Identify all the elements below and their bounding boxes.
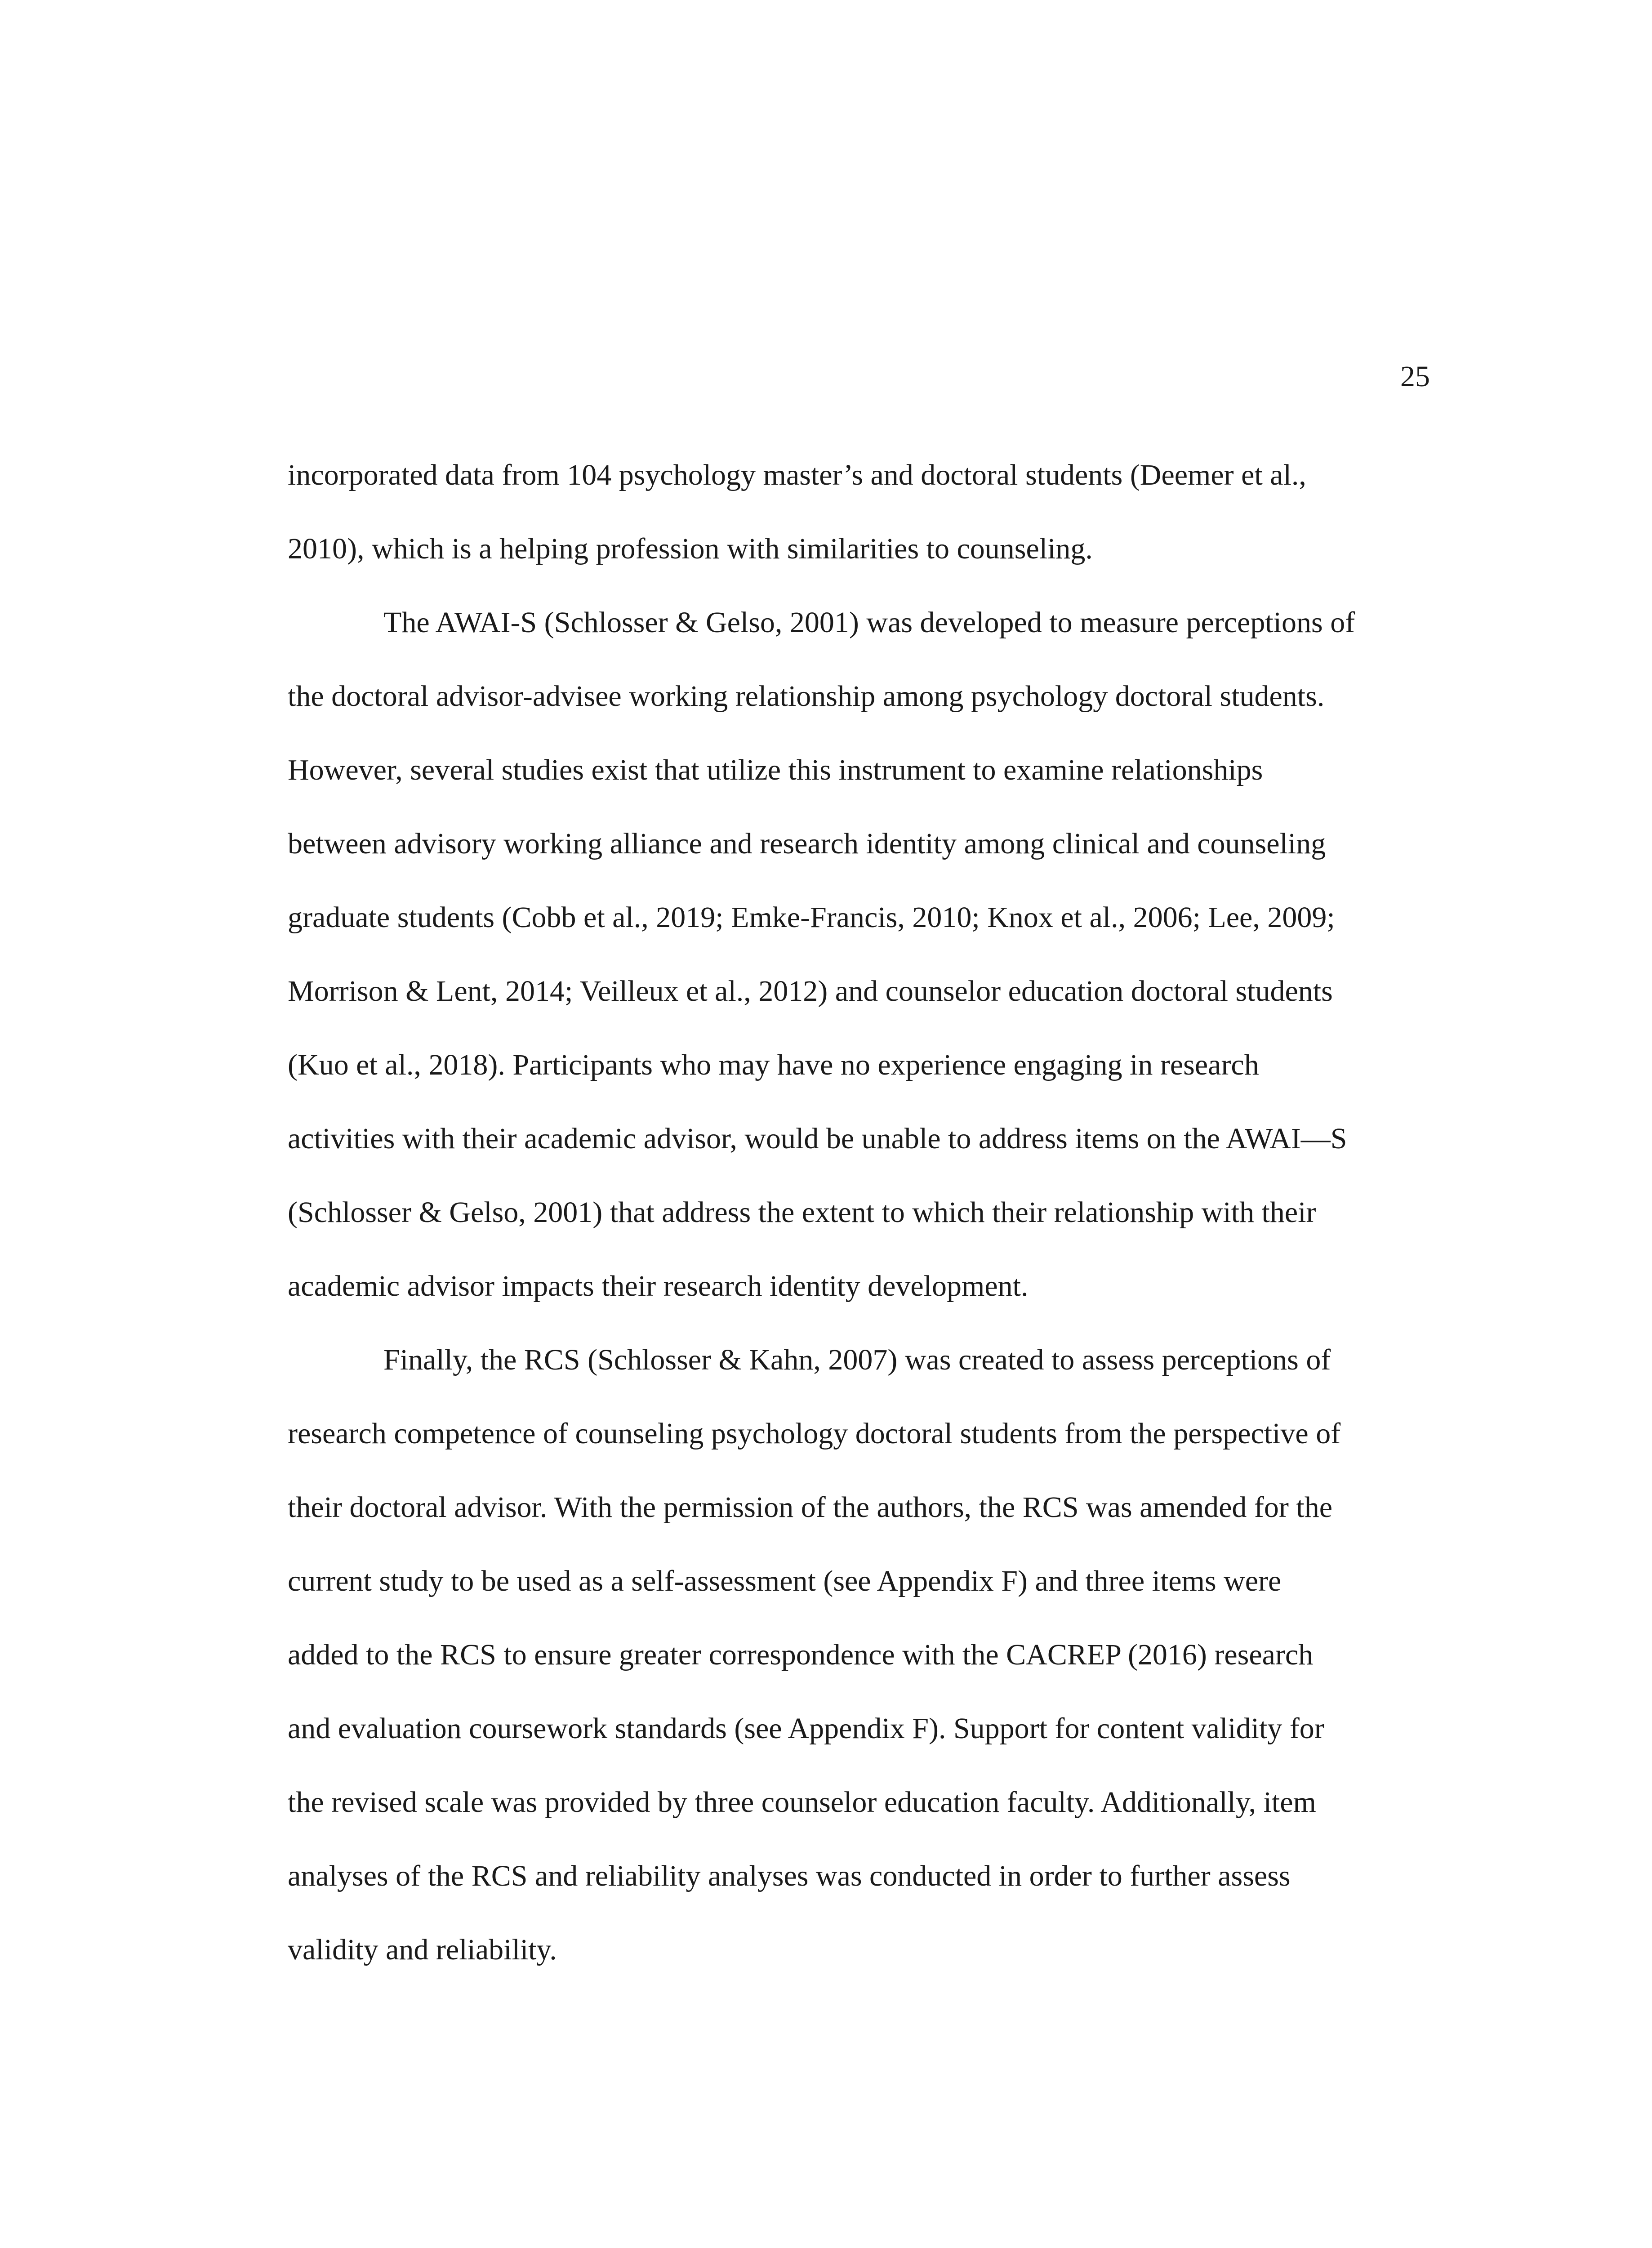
text-line: between advisory working alliance and research identity among clinical and counseling (288, 827, 1326, 860)
text-line: validity and reliability. (288, 1933, 557, 1966)
text-line: 2010), which is a helping profession with similarities to counseling. (288, 532, 1093, 565)
text-line: activities with their academic advisor, would be unable to address items on the AWAI—S (288, 1122, 1347, 1155)
text-line: and evaluation coursework standards (see Appendix F). Support for content validity for (288, 1712, 1324, 1745)
text-line: current study to be used as a self-assessment (see Appendix F) and three items were (288, 1565, 1282, 1597)
text-line: (Kuo et al., 2018). Participants who may have no experience engaging in research (288, 1048, 1259, 1081)
text-line: research competence of counseling psychology doctoral students from the perspective of (288, 1417, 1341, 1450)
page-number: 25 (1400, 360, 1430, 393)
text-line: their doctoral advisor. With the permission of the authors, the RCS was amended for the (288, 1491, 1332, 1524)
text-line: However, several studies exist that utilize this instrument to examine relationships (288, 754, 1263, 786)
text-line: the doctoral advisor-advisee working relationship among psychology doctoral students. (288, 680, 1325, 713)
text-line-indented: Finally, the RCS (Schlosser & Kahn, 2007) was created to assess perceptions of (383, 1343, 1331, 1376)
text-line: added to the RCS to ensure greater correspondence with the CACREP (2016) research (288, 1638, 1314, 1671)
text-line: graduate students (Cobb et al., 2019; Emke-Francis, 2010; Knox et al., 2006; Lee, 2009; (288, 901, 1335, 934)
text-line: the revised scale was provided by three counselor education faculty. Additionally, item (288, 1786, 1316, 1819)
text-line: Morrison & Lent, 2014; Veilleux et al., 2012) and counselor education doctoral students (288, 975, 1333, 1008)
paragraph-3 (288, 1323, 1447, 1987)
text-line: analyses of the RCS and reliability analyses was conducted in order to further assess (288, 1860, 1291, 1892)
text-line: academic advisor impacts their research identity development. (288, 1270, 1029, 1302)
paragraph-2 (288, 586, 1447, 1323)
paragraph-1 (288, 438, 1447, 586)
text-line-indented: The AWAI-S (Schlosser & Gelso, 2001) was developed to measure perceptions of (383, 606, 1355, 639)
text-line: (Schlosser & Gelso, 2001) that address the extent to which their relationship with their (288, 1196, 1316, 1229)
text-line: incorporated data from 104 psychology master’s and doctoral students (Deemer et al., (288, 459, 1306, 491)
body-text (288, 438, 1447, 1987)
